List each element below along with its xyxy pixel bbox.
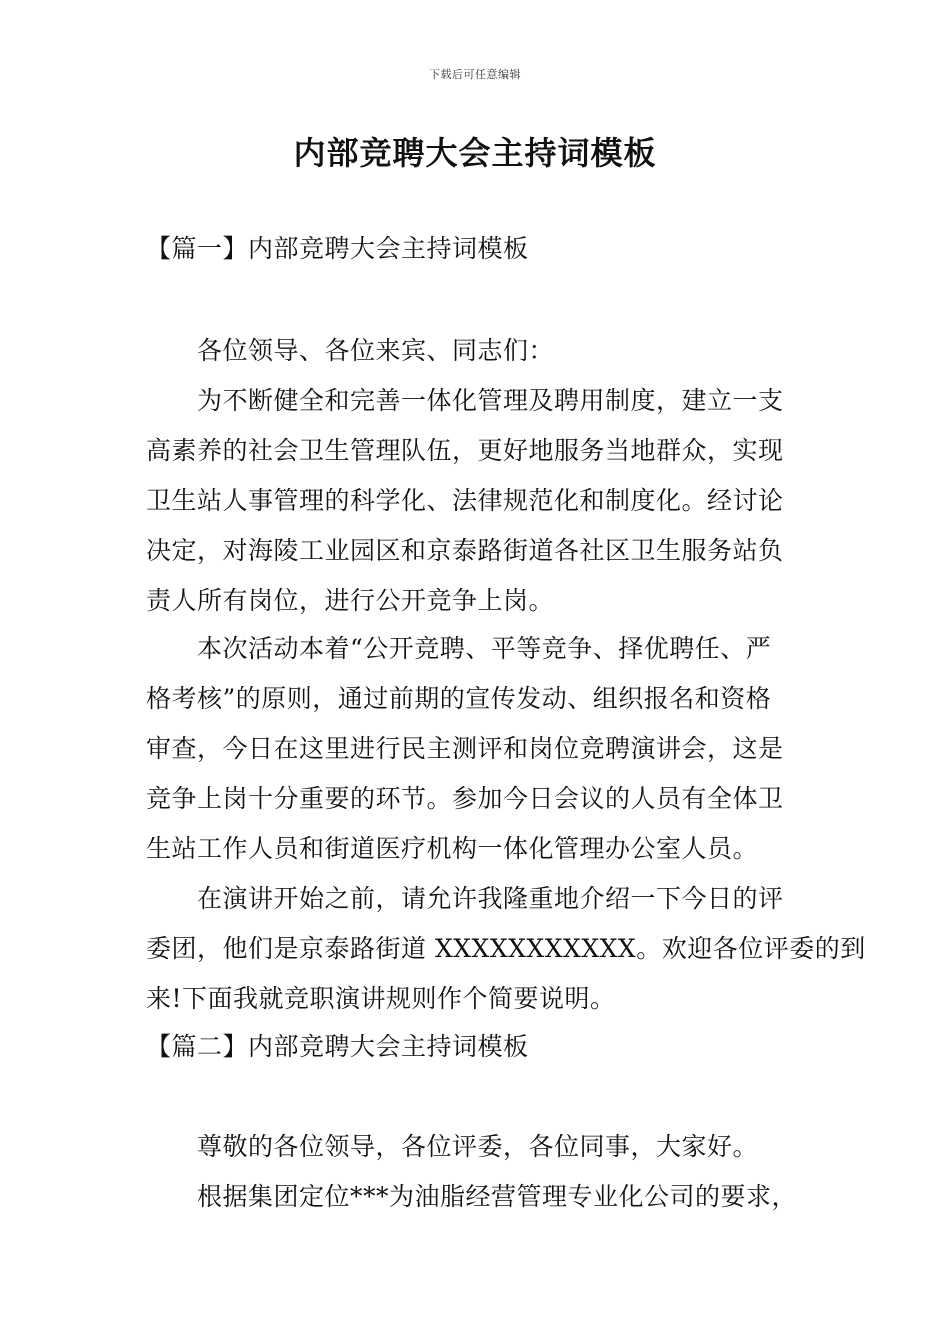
paragraph-line: 高素养的社会卫生管理队伍，更好地服务当地群众，实现 (146, 436, 784, 465)
paragraph-line: 来!下面我就竞职演讲规则作个简要说明。 (146, 984, 616, 1013)
document-title: 内部竞聘大会主持词模板 (293, 134, 657, 172)
paragraph-line: 委团，他们是京泰路街道 XXXXXXXXXXX。欢迎各位评委的到 (146, 934, 866, 963)
paragraph-line: 在演讲开始之前，请允许我隆重地介绍一下今日的评 (197, 884, 784, 913)
paragraph-line: 责人所有岗位，进行公开竞争上岗。 (146, 586, 555, 615)
paragraph-line: 决定，对海陵工业园区和京泰路街道各社区卫生服务站负 (146, 536, 784, 565)
paragraph-line: 格考核”的原则，通过前期的宣传发动、组织报名和资格 (146, 684, 772, 713)
section-heading-2: 【篇二】内部竞聘大会主持词模板 (146, 1032, 529, 1061)
paragraph-line: 卫生站人事管理的科学化、法律规范化和制度化。经讨论 (146, 486, 784, 515)
paragraph-line: 竞争上岗十分重要的环节。参加今日会议的人员有全体卫 (146, 784, 784, 813)
paragraph-line: 为不断健全和完善一体化管理及聘用制度，建立一支 (197, 386, 784, 415)
section-heading-1: 【篇一】内部竞聘大会主持词模板 (146, 234, 529, 263)
paragraph-line: 根据集团定位***为油脂经营管理专业化公司的要求， (197, 1182, 798, 1211)
greeting-2: 尊敬的各位领导，各位评委，各位同事，大家好。 (197, 1132, 759, 1161)
paragraph-line: 本次活动本着“公开竞聘、平等竞争、择优聘任、严 (197, 634, 772, 663)
greeting-1: 各位领导、各位来宾、同志们： (197, 336, 555, 365)
download-note: 下载后可任意编辑 (429, 68, 521, 81)
paragraph-line: 审查，今日在这里进行民主测评和岗位竞聘演讲会，这是 (146, 734, 784, 763)
paragraph-line: 生站工作人员和街道医疗机构一体化管理办公室人员。 (146, 834, 759, 863)
